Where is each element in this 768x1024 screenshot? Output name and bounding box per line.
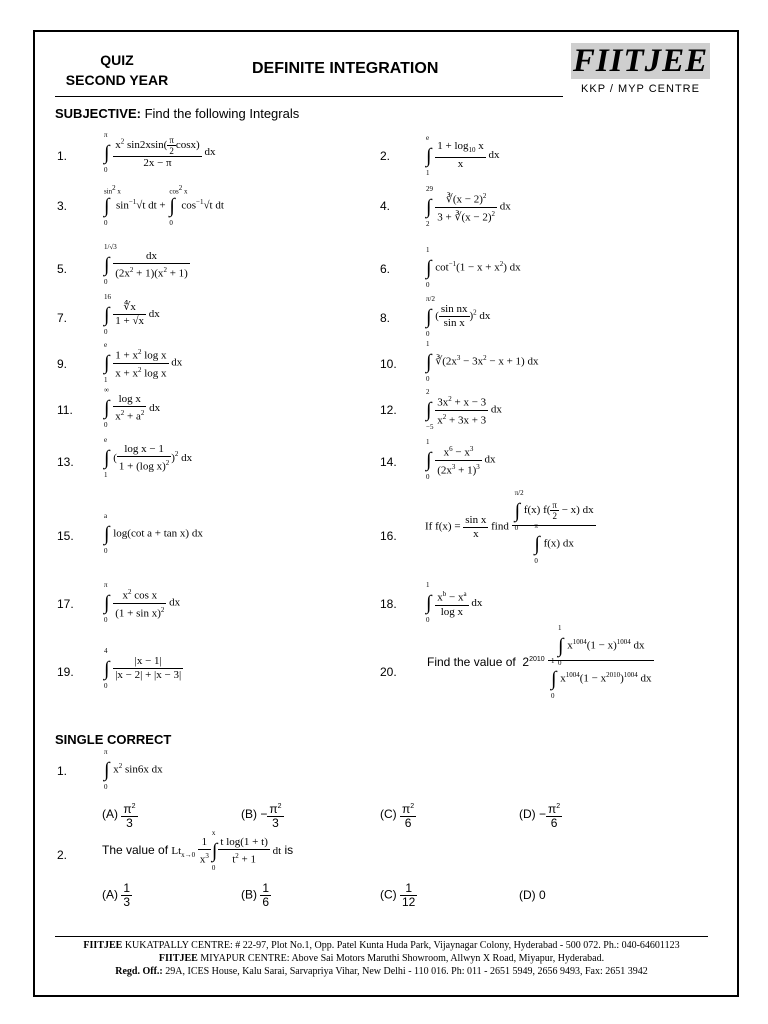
- problem-16: If f(x) = $\frac{\text{sin x}}{x}$ find ∫ π/2 0 f(x) f( $\frac{\pi}{2}$ − x) dx ∫ π 0 f(x) dx: [425, 488, 594, 565]
- footer-brand-2: FIITJEE: [158, 953, 198, 964]
- problem-17: ∫ π 0 $\frac{x^2 \cos x}{(1 + \sin x)^2}$ dx: [104, 581, 181, 625]
- problem-14: ∫ 1 0 $\frac{x^6 - x^3}{(2x^3 + 1)^3}$ dx: [426, 438, 496, 482]
- centre-label: KKP / MYP CENTRE: [581, 83, 700, 95]
- problem-8: ∫ π/2 0 ( $\frac{\text{sin nx}}{\text{sin x}}$ )$^2$ dx: [426, 294, 491, 338]
- problem-number: 9.: [57, 357, 68, 371]
- problem-19: ∫ 4 0 $\frac{|x - 1|}{|x - 2| + |x - 3|}$: [104, 646, 182, 690]
- problem-12: ∫ 2 −5 $\frac{3x^2 + x - 3}{x^2 + 3x + 3}$ dx: [426, 388, 502, 432]
- option-a[interactable]: (A) $\frac{1}{3}$: [102, 881, 131, 909]
- option-c[interactable]: (C) $\frac{1}{12}$: [380, 881, 416, 909]
- footer-brand-1: FIITJEE: [83, 940, 123, 951]
- problem-number: 15.: [57, 529, 74, 543]
- footer-line-3: [55, 965, 708, 978]
- problem-number: 18.: [380, 597, 397, 611]
- option-a[interactable]: (A) $\frac{\pi^2}{3}$: [102, 802, 136, 830]
- option-d[interactable]: (D) 0: [519, 888, 546, 902]
- single-q2: The value of $Lt_{x\to 0}$ $\frac{1}{x^3}$ ∫ x 0 $\frac{\text{t log(1 + t)}}{t^2 + 1}$ dt is: [102, 829, 294, 873]
- problem-number: 20.: [380, 665, 397, 679]
- logo-text: FIITJEE: [572, 43, 709, 79]
- subjective-label: SUBJECTIVE:: [55, 106, 141, 121]
- question-number: 2.: [57, 848, 68, 862]
- problem-number: 12.: [380, 403, 397, 417]
- single-q1: ∫ π 0 $x^2$ sin6x dx: [104, 748, 163, 791]
- quiz-line-2: SECOND YEAR: [65, 72, 169, 88]
- problem-number: 1.: [57, 149, 68, 163]
- problem-number: 16.: [380, 529, 397, 543]
- problem-11: ∫ ∞ 0 $\frac{\text{log x}}{x^2 + a^2}$ dx: [104, 386, 161, 430]
- problem-number: 10.: [380, 357, 397, 371]
- problem-18: ∫ 1 0 $\frac{x^b - x^a}{\text{log x}}$ dx: [426, 581, 483, 625]
- miyapur-address: MIYAPUR CENTRE: Above Sai Motors Maruthi Showroom, Allwyn X Road, Miyapur, Hyderabad.: [200, 953, 605, 964]
- subjective-heading: [55, 106, 299, 121]
- q2-tail-text: is: [284, 842, 294, 857]
- problem-number: 6.: [380, 262, 391, 276]
- quiz-line-1: QUIZ: [100, 52, 134, 68]
- problem-number: 8.: [380, 311, 391, 325]
- single-correct-heading: SINGLE CORRECT: [55, 732, 172, 747]
- problem-4: ∫ 29 2 $\frac{∛(x - 2)^2}{3 + ∛(x - 2)^2}$ dx: [426, 185, 511, 229]
- footer-divider: [55, 936, 708, 937]
- problem-number: 4.: [380, 199, 391, 213]
- problem-number: 17.: [57, 597, 74, 611]
- problem-number: 7.: [57, 311, 68, 325]
- problem-number: 3.: [57, 199, 68, 213]
- problem-6: ∫ 1 0 $\cot^{-1}(1 - x + x^2)$ dx: [426, 246, 521, 289]
- problem-5: ∫ 1/√3 0 $\frac{dx}{(2x^2 + 1)(x^2 + 1)}$: [104, 243, 188, 287]
- problem-number: 13.: [57, 455, 74, 469]
- problem-2: ∫ e 1 $\frac{1 + \log_{10} x}{x}$ dx: [426, 133, 500, 177]
- option-d[interactable]: (D) − $\frac{\pi^2}{6}$: [519, 802, 561, 830]
- problem-10: ∫ 1 0 $∛(2x^3 - 3x^2 - x + 1)$ dx: [426, 340, 539, 383]
- question-number: 1.: [57, 764, 68, 778]
- option-b[interactable]: (B) − $\frac{\pi^2}{3}$: [241, 802, 282, 830]
- q2-lead-text: The value of: [102, 842, 169, 857]
- kukatpally-address: KUKATPALLY CENTRE: # 22-97, Plot No.1, Opp. Patel Kunta Huda Park, Vijaynagar Colony, Hyderabad - 500 072. Ph.: 040-64601123: [124, 940, 680, 951]
- problem-number: 5.: [57, 262, 68, 276]
- problem-number: 19.: [57, 665, 74, 679]
- quiz-label: [62, 50, 172, 90]
- regd-office-label: Regd. Off.:: [115, 966, 163, 977]
- footer-line-1: [55, 939, 708, 952]
- page-title: DEFINITE INTEGRATION: [252, 60, 439, 77]
- header-divider: [55, 96, 563, 97]
- problem-number: 11.: [57, 403, 73, 417]
- regd-office-address: 29A, ICES House, Kalu Sarai, Sarvapriya Vihar, New Delhi - 110 016. Ph: 011 - 2651 5949, 2656 9493, Fax: 2651 3942: [165, 966, 648, 977]
- problem-20: Find the value of $2^{2010}$ ∫ 1 0 $x^{1004}(1 - x)^{1004}$ dx ∫ 1 0 $x^{1004}(1 - x^{2010})^{1004}$ dx: [427, 624, 652, 701]
- subjective-instruction: Find the following Integrals: [144, 106, 300, 121]
- problem-number: 14.: [380, 455, 397, 469]
- problem-9: ∫ e 1 $\frac{1 + x^2 \log x}{x + x^2 \log x}$ dx: [104, 341, 183, 385]
- option-b[interactable]: (B) $\frac{1}{6}$: [241, 881, 270, 909]
- problem-7: ∫ 16 0 $\frac{∜x}{1 + √x}$ dx: [104, 292, 160, 336]
- problem-15: ∫ a 0 log(cot a + tan x) dx: [104, 512, 203, 555]
- footer-line-2: [55, 952, 708, 965]
- problem-number: 2.: [380, 149, 391, 163]
- fiitjee-logo: [571, 43, 710, 79]
- problem-3: ∫ $\sin^2 x$ 0 $\sin^{-1}√t$ dt + ∫ $\cos^2 x$ 0 $\cos^{-1}√t$ dt: [104, 184, 224, 227]
- option-c[interactable]: (C) $\frac{\pi^2}{6}$: [380, 802, 415, 830]
- problem-13: ∫ e 1 ( $\frac{\text{log x − 1}}{1 + (\log x)^2}$ )$^2$ dx: [104, 436, 193, 480]
- problem-1: ∫ π 0 $x^2$ sin2xsin( $\frac{\pi}{2}$ cosx) 2x − π dx: [104, 130, 216, 174]
